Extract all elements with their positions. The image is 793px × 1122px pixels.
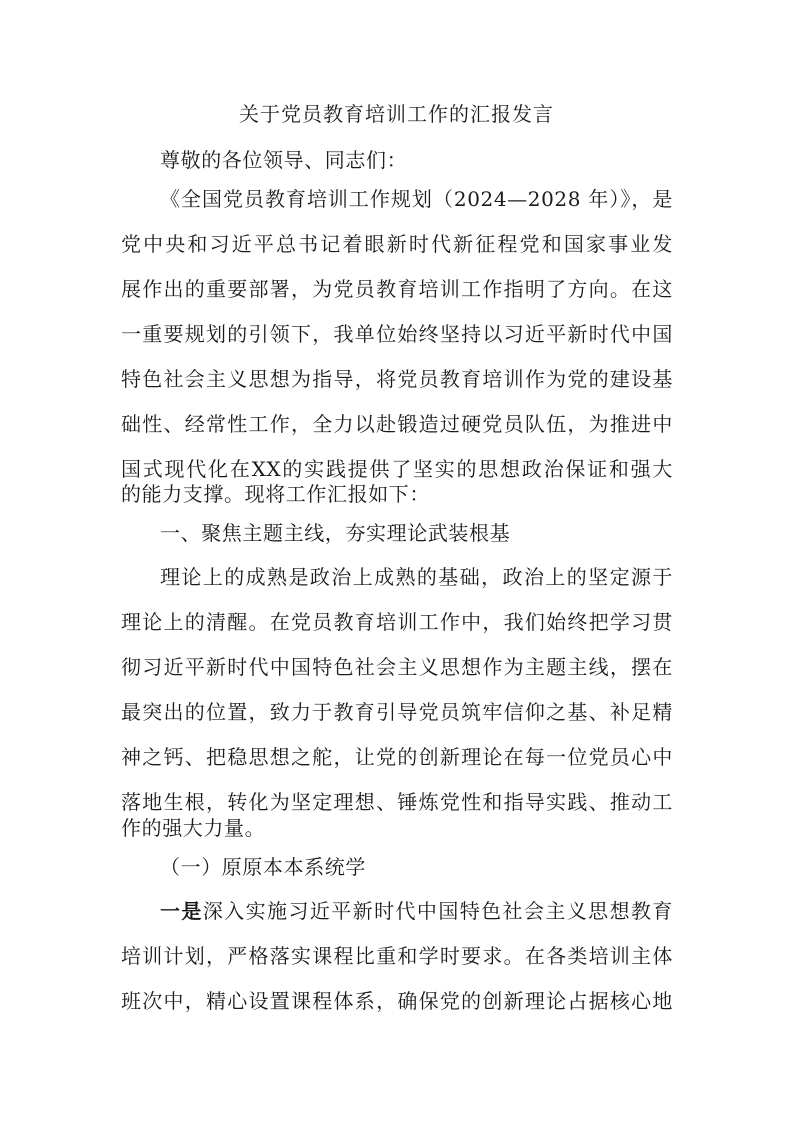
section-line: 理论上的成熟是政治上成熟的基础，政治上的坚定源于 bbox=[160, 565, 673, 589]
document-title: 关于党员教育培训工作的汇报发言 bbox=[239, 102, 554, 126]
intro-line: 《全国党员教育培训工作规划（2024—2028 年）》，是 bbox=[160, 187, 673, 211]
section-line: 作的强大力量。 bbox=[121, 816, 266, 840]
section-line: 神之钙、把稳思想之舵，让党的创新理论在每一位党员心中 bbox=[121, 745, 673, 769]
paragraph-lead-bold: 一是 bbox=[160, 899, 203, 923]
paragraph-lead-text: 深入实施习近平新时代中国特色社会主义思想教育 bbox=[202, 899, 673, 923]
paragraph-line: 班次中，精心设置课程体系，确保党的创新理论占据核心地 bbox=[121, 989, 673, 1013]
paragraph-line: 培训计划，严格落实课程比重和学时要求。在各类培训主体 bbox=[121, 944, 673, 968]
intro-line: 国式现代化在XX的实践提供了坚实的思想政治保证和强大 bbox=[121, 457, 673, 481]
section-line: 最突出的位置，致力于教育引导党员筑牢信仰之基、补足精 bbox=[121, 700, 673, 724]
salutation: 尊敬的各位领导、同志们： bbox=[160, 148, 408, 172]
intro-line: 的能力支撑。现将工作汇报如下： bbox=[121, 482, 430, 506]
intro-line: 一重要规划的引领下，我单位始终坚持以习近平新时代中国 bbox=[121, 322, 673, 346]
section-line: 彻习近平新时代中国特色社会主义思想作为主题主线，摆在 bbox=[121, 655, 673, 679]
intro-line: 展作出的重要部署，为党员教育培训工作指明了方向。在这 bbox=[121, 277, 673, 301]
section-line: 落地生根，转化为坚定理想、锤炼党性和指导实践、推动工 bbox=[121, 790, 673, 814]
intro-line: 特色社会主义思想为指导，将党员教育培训作为党的建设基 bbox=[121, 367, 673, 391]
section-line: 理论上的清醒。在党员教育培训工作中，我们始终把学习贯 bbox=[121, 610, 673, 634]
intro-line: 党中央和习近平总书记着眼新时代新征程党和国家事业发 bbox=[121, 232, 673, 256]
section-heading: 一、聚焦主题主线，夯实理论武装根基 bbox=[160, 521, 511, 545]
paragraph-lead-line bbox=[160, 897, 673, 925]
subsection-heading: （一）原原本本系统学 bbox=[160, 855, 366, 879]
intro-line: 础性、经常性工作，全力以赴锻造过硬党员队伍，为推进中 bbox=[121, 412, 673, 436]
